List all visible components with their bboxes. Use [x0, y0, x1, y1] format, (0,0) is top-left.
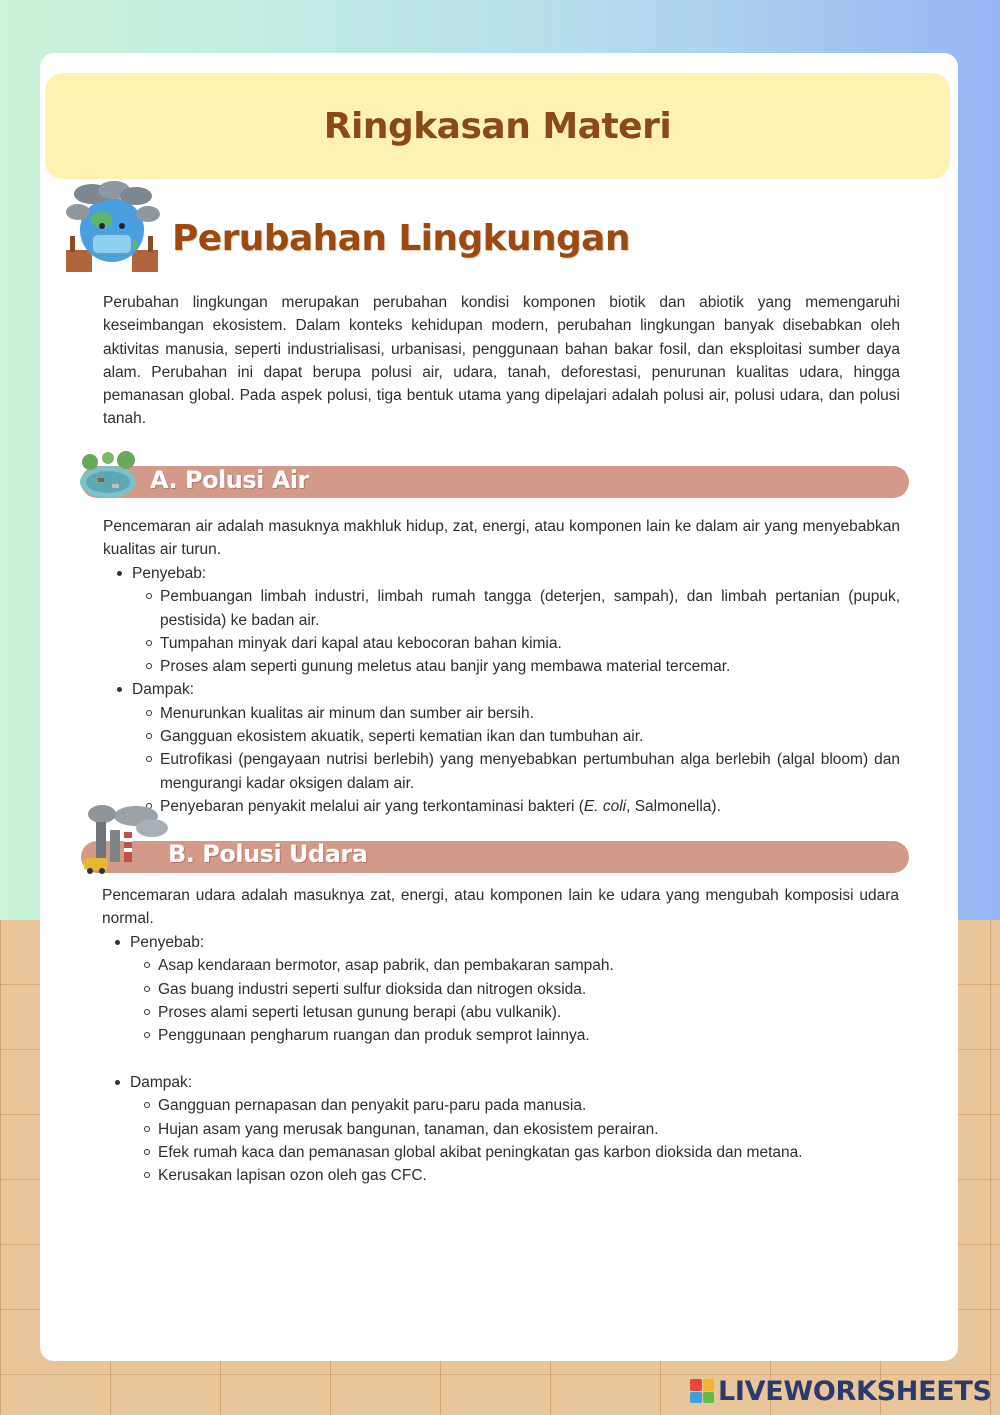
- list-item: Pembuangan limbah industri, limbah rumah tangga (deterjen, sampah), dan limbah pertanian (pupuk, pestisida) ke badan air.: [132, 585, 900, 632]
- section-b-intro: Pencemaran udara adalah masuknya zat, energi, atau komponen lain ke udara yang mengubah komposisi udara normal.: [102, 887, 899, 928]
- polluted-earth-icon: [62, 180, 162, 276]
- logo-mark-icon: [690, 1379, 714, 1403]
- factory-smoke-icon: [80, 802, 168, 874]
- list-item: [116, 678, 900, 818]
- list-item: Gangguan ekosistem akuatik, seperti kematian ikan dan tumbuhan air.: [132, 725, 900, 748]
- list-item: [114, 931, 898, 1047]
- list-item: [116, 562, 900, 678]
- list-item: Proses alam seperti gunung meletus atau banjir yang membawa material tercemar.: [132, 655, 900, 678]
- list-item: Gas buang industri seperti sulfur dioksida dan nitrogen oksida.: [130, 978, 898, 1001]
- list-item: Gangguan pernapasan dan penyakit paru-paru pada manusia.: [130, 1094, 898, 1117]
- italic-text: E. coli: [583, 797, 627, 815]
- logo-text: LIVEWORKSHEETS: [718, 1375, 992, 1407]
- page-title: Perubahan Lingkungan: [172, 218, 630, 259]
- penyebab-label: Penyebab:: [132, 565, 207, 582]
- section-a-list: [116, 562, 900, 818]
- list-item: Kerusakan lapisan ozon oleh gas CFC.: [130, 1164, 898, 1187]
- section-a-title: A. Polusi Air: [150, 466, 309, 494]
- list-item: Hujan asam yang merusak bangunan, tanaman, dan ekosistem perairan.: [130, 1118, 898, 1141]
- list-item: Asap kendaraan bermotor, asap pabrik, dan pembakaran sampah.: [130, 954, 898, 977]
- intro-paragraph: Perubahan lingkungan merupakan perubahan kondisi komponen biotik dan abiotik yang memengaruhi keseimbangan ekosistem. Dalam konteks kehidupan modern, perubahan lingkungan banyak disebabkan oleh aktivitas manusia, seperti industrialisasi, urbanisasi, penggunaan bahan bakar fosil, dan eksploitasi sumber daya alam. Perubahan ini dapat berupa polusi air, udara, tanah, deforestasi, penurunan kualitas udara, hingga pemanasan global. Pada aspek polusi, tiga bentuk utama yang dipelajari adalah polusi air, polusi udara, dan polusi tanah.: [103, 294, 900, 428]
- penyebab-label: Penyebab:: [130, 934, 205, 951]
- header-banner: [45, 73, 950, 179]
- list-item: Penggunaan pengharum ruangan dan produk semprot lainnya.: [130, 1024, 898, 1047]
- header-title: Ringkasan Materi: [323, 105, 672, 147]
- section-b-title: B. Polusi Udara: [168, 840, 368, 868]
- section-a-intro: Pencemaran air adalah masuknya makhluk hidup, zat, energi, atau komponen lain ke dalam air yang menyebabkan kualitas air turun.: [103, 518, 900, 559]
- polluted-water-icon: [78, 448, 138, 500]
- dampak-label: Dampak:: [132, 681, 195, 699]
- text-segment: Penyebaran penyakit melalui air yang terkontaminasi bakteri (: [160, 797, 584, 815]
- section-b-penyebab-list: [114, 931, 898, 1047]
- list-item: Menurunkan kualitas air minum dan sumber air bersih.: [132, 702, 900, 725]
- dampak-label: Dampak:: [130, 1074, 193, 1091]
- list-item: Tumpahan minyak dari kapal atau kebocoran bahan kimia.: [132, 632, 900, 655]
- list-item: Efek rumah kaca dan pemanasan global akibat peningkatan gas karbon dioksida dan metana.: [130, 1141, 898, 1164]
- list-item: Eutrofikasi (pengayaan nutrisi berlebih) yang menyebabkan pertumbuhan alga berlebih (algal bloom) dan mengurangi kadar oksigen dalam air.: [132, 748, 900, 795]
- list-item: [132, 795, 900, 818]
- section-b-dampak-list: [114, 1071, 898, 1187]
- list-item: Proses alami seperti letusan gunung berapi (abu vulkanik).: [130, 1001, 898, 1024]
- liveworksheets-logo[interactable]: [690, 1374, 992, 1408]
- list-item: [114, 1071, 898, 1187]
- text-segment: , Salmonella).: [626, 797, 721, 815]
